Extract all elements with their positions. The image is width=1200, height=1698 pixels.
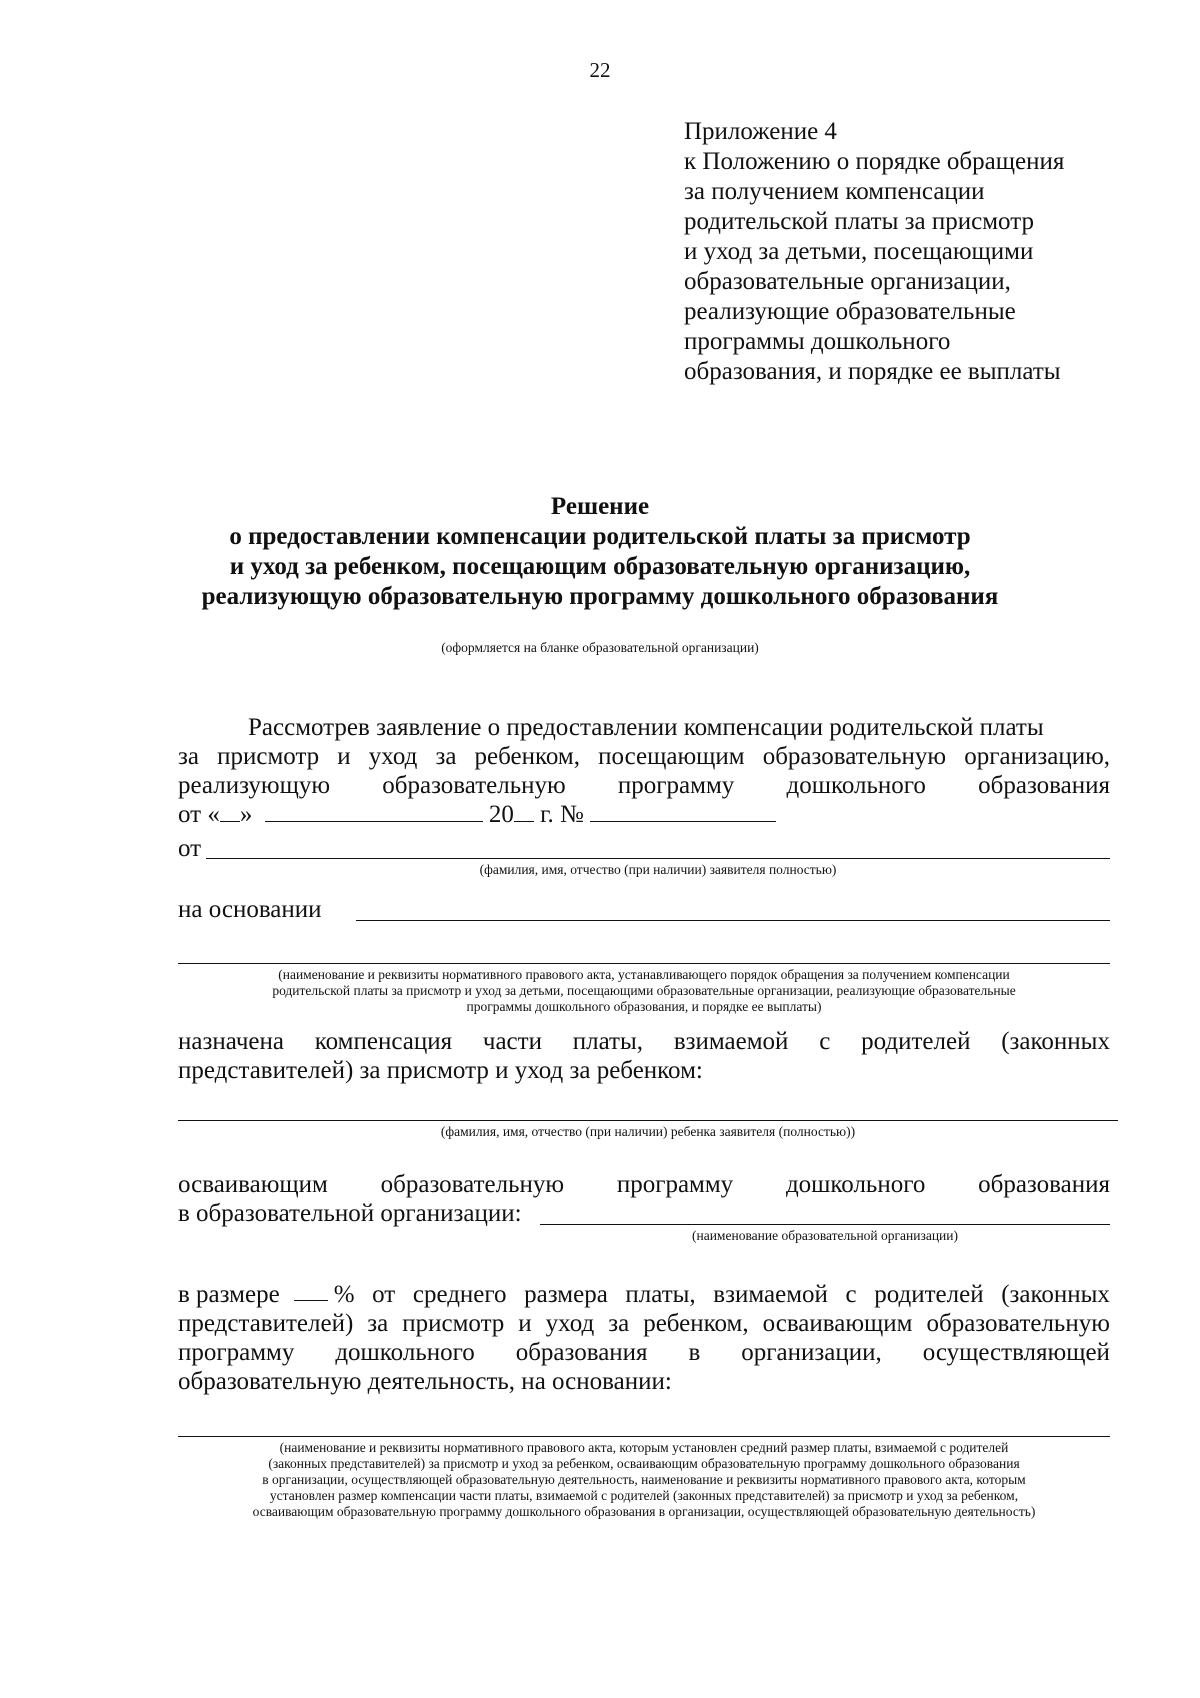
month-field[interactable]	[265, 801, 483, 822]
word: образовательную	[380, 1171, 565, 1198]
document-title	[0, 492, 1200, 612]
paragraph-line: в образовательной организации:	[178, 1200, 522, 1227]
paragraph-line	[178, 1170, 1110, 1199]
word: организацию,	[964, 743, 1110, 770]
child-name-field[interactable]	[178, 1120, 1118, 1121]
appendix-line: и уход за детьми, посещающими	[684, 238, 1034, 265]
word: за	[178, 743, 199, 770]
word: среднего	[412, 1281, 507, 1308]
word: за	[435, 743, 457, 770]
word: дошкольного	[785, 1171, 926, 1198]
word: %	[333, 1281, 355, 1308]
title-line: и уход за ребенком, посещающим образовательную организацию,	[229, 553, 971, 580]
year-suffix: г. №	[540, 801, 584, 828]
word: посещающим	[598, 743, 745, 770]
legal-basis-note	[178, 1440, 1110, 1520]
paragraph-line	[178, 1338, 1110, 1367]
word: присмотр	[217, 743, 320, 770]
paragraph-line: образовательную деятельность, на основании:	[178, 1368, 672, 1395]
paragraph-line: представителей) за присмотр и уход за ребенком:	[178, 1057, 703, 1084]
word: образования	[515, 1339, 648, 1366]
basis-field[interactable]	[356, 920, 1110, 921]
word: в	[688, 1339, 701, 1366]
date-quote-close: »	[239, 801, 253, 828]
appendix-line: реализующие образовательные	[684, 298, 1016, 325]
word: образовательную	[926, 1310, 1110, 1337]
word: с	[845, 1281, 857, 1308]
word: за	[367, 1310, 389, 1337]
word: осваивающим	[762, 1310, 913, 1337]
word: за	[608, 1310, 630, 1337]
word: (законных	[1001, 1028, 1110, 1055]
word: и	[518, 1310, 532, 1337]
word: дошкольного	[335, 1339, 475, 1366]
word: уход	[545, 1310, 595, 1337]
word: присмотр	[402, 1310, 505, 1337]
date-prefix: от «	[178, 801, 220, 828]
page-number: 22	[589, 58, 611, 82]
word: и	[337, 743, 351, 770]
applicant-name-field[interactable]	[206, 858, 1110, 859]
organization-note: (наименование образовательной организации)	[692, 1228, 958, 1243]
word: родителей	[861, 1028, 971, 1055]
percent-field[interactable]	[294, 1280, 328, 1301]
year-prefix: 20	[488, 801, 514, 828]
paragraph-line	[178, 1027, 1110, 1056]
title-note: (оформляется на бланке образовательной организации)	[441, 640, 759, 655]
appendix-line: за получением компенсации	[684, 178, 985, 205]
appendix-line: Приложение 4	[684, 118, 837, 145]
paragraph-line	[178, 1309, 1110, 1338]
word: программу	[617, 772, 735, 799]
year-field[interactable]	[514, 801, 534, 822]
note-line: (законных представителей) за присмотр и уход за ребенком, осваивающим образовательную программу дошкольного образования	[268, 1456, 1020, 1471]
title-line: реализующую образовательную программу дошкольного образования	[201, 583, 999, 610]
application-date-row	[178, 800, 776, 829]
word: компенсация	[314, 1028, 453, 1055]
note-line: (наименование и реквизиты нормативного правового акта, устанавливающего порядок обращения за получением компенсации	[278, 967, 1010, 982]
amount-prefix: в размере	[178, 1281, 280, 1308]
appendix-line: программы дошкольного	[684, 328, 951, 355]
word: размера	[524, 1281, 608, 1308]
appendix-line: образования, и порядке ее выплаты	[684, 358, 1061, 385]
basis-note	[178, 967, 1110, 1015]
word: осуществляющей	[922, 1339, 1110, 1366]
note-line: (наименование и реквизиты нормативного правового акта, которым установлен средний размер платы, взимаемой с родителей	[279, 1440, 1009, 1455]
title-line: о предоставлении компенсации родительской платы за присмотр	[229, 523, 971, 550]
legal-basis-field[interactable]	[178, 1436, 1110, 1437]
paragraph-line	[178, 1280, 1110, 1309]
applicant-note: (фамилия, имя, отчество (при наличии) заявителя полностью)	[479, 862, 837, 877]
word: образования	[978, 1171, 1110, 1198]
day-field[interactable]	[220, 801, 240, 822]
word: назначена	[178, 1028, 284, 1055]
word: ребенком,	[643, 1310, 749, 1337]
word: дошкольного	[786, 772, 926, 799]
word: (законных	[1001, 1281, 1110, 1308]
word: взимаемой	[673, 1028, 789, 1055]
word: организации,	[741, 1339, 882, 1366]
basis-label: на основании	[178, 896, 322, 923]
word: осваивающим	[178, 1171, 328, 1198]
paragraph-line	[178, 771, 1110, 800]
word: образовательную	[382, 772, 566, 799]
appendix-reference	[684, 117, 1064, 387]
word: уход	[368, 743, 418, 770]
note-line: родительской платы за присмотр и уход за детьми, посещающими образовательные организации, реализующие образовательные	[272, 983, 1016, 998]
paragraph-line	[178, 742, 1110, 771]
word: представителей)	[178, 1310, 354, 1337]
word: программу	[616, 1171, 734, 1198]
word: с	[819, 1028, 831, 1055]
word: от	[372, 1281, 396, 1308]
note-line: программы дошкольного образования, и порядке ее выплаты)	[466, 999, 822, 1014]
appendix-line: к Положению о порядке обращения	[684, 148, 1065, 175]
note-line: осваивающим образовательную программу дошкольного образования в организации, осуществляющей образовательную деятельность)	[252, 1504, 1036, 1519]
word: платы,	[572, 1028, 644, 1055]
word: реализующую	[178, 772, 331, 799]
word: программу	[178, 1339, 295, 1366]
word: платы,	[625, 1281, 696, 1308]
application-number-field[interactable]	[590, 801, 776, 822]
word: образовательную	[762, 743, 947, 770]
word: части	[482, 1028, 542, 1055]
child-note: (фамилия, имя, отчество (при наличии) ребенка заявителя (полностью))	[440, 1124, 856, 1139]
appendix-line: родительской платы за присмотр	[684, 208, 1034, 235]
word: взимаемой	[713, 1281, 828, 1308]
word: ребенком,	[474, 743, 580, 770]
basis-field-continued[interactable]	[178, 963, 1110, 964]
from-label: от	[178, 835, 202, 862]
organization-name-field[interactable]	[540, 1224, 1110, 1225]
appendix-line: образовательные организации,	[684, 268, 1011, 295]
note-line: установлен размер компенсации части платы, взимаемой с родителей (законных представителей) за присмотр и уход за ребенком,	[269, 1488, 1019, 1503]
paragraph-line: Рассмотрев заявление о предоставлении компенсации родительской платы	[248, 714, 1044, 741]
note-line: в организации, осуществляющей образовательную деятельность, наименование и реквизиты нормативного правового акта, которым	[262, 1472, 1026, 1487]
title-main: Решение	[550, 493, 650, 520]
word: родителей	[874, 1281, 984, 1308]
word: образования	[978, 772, 1110, 799]
